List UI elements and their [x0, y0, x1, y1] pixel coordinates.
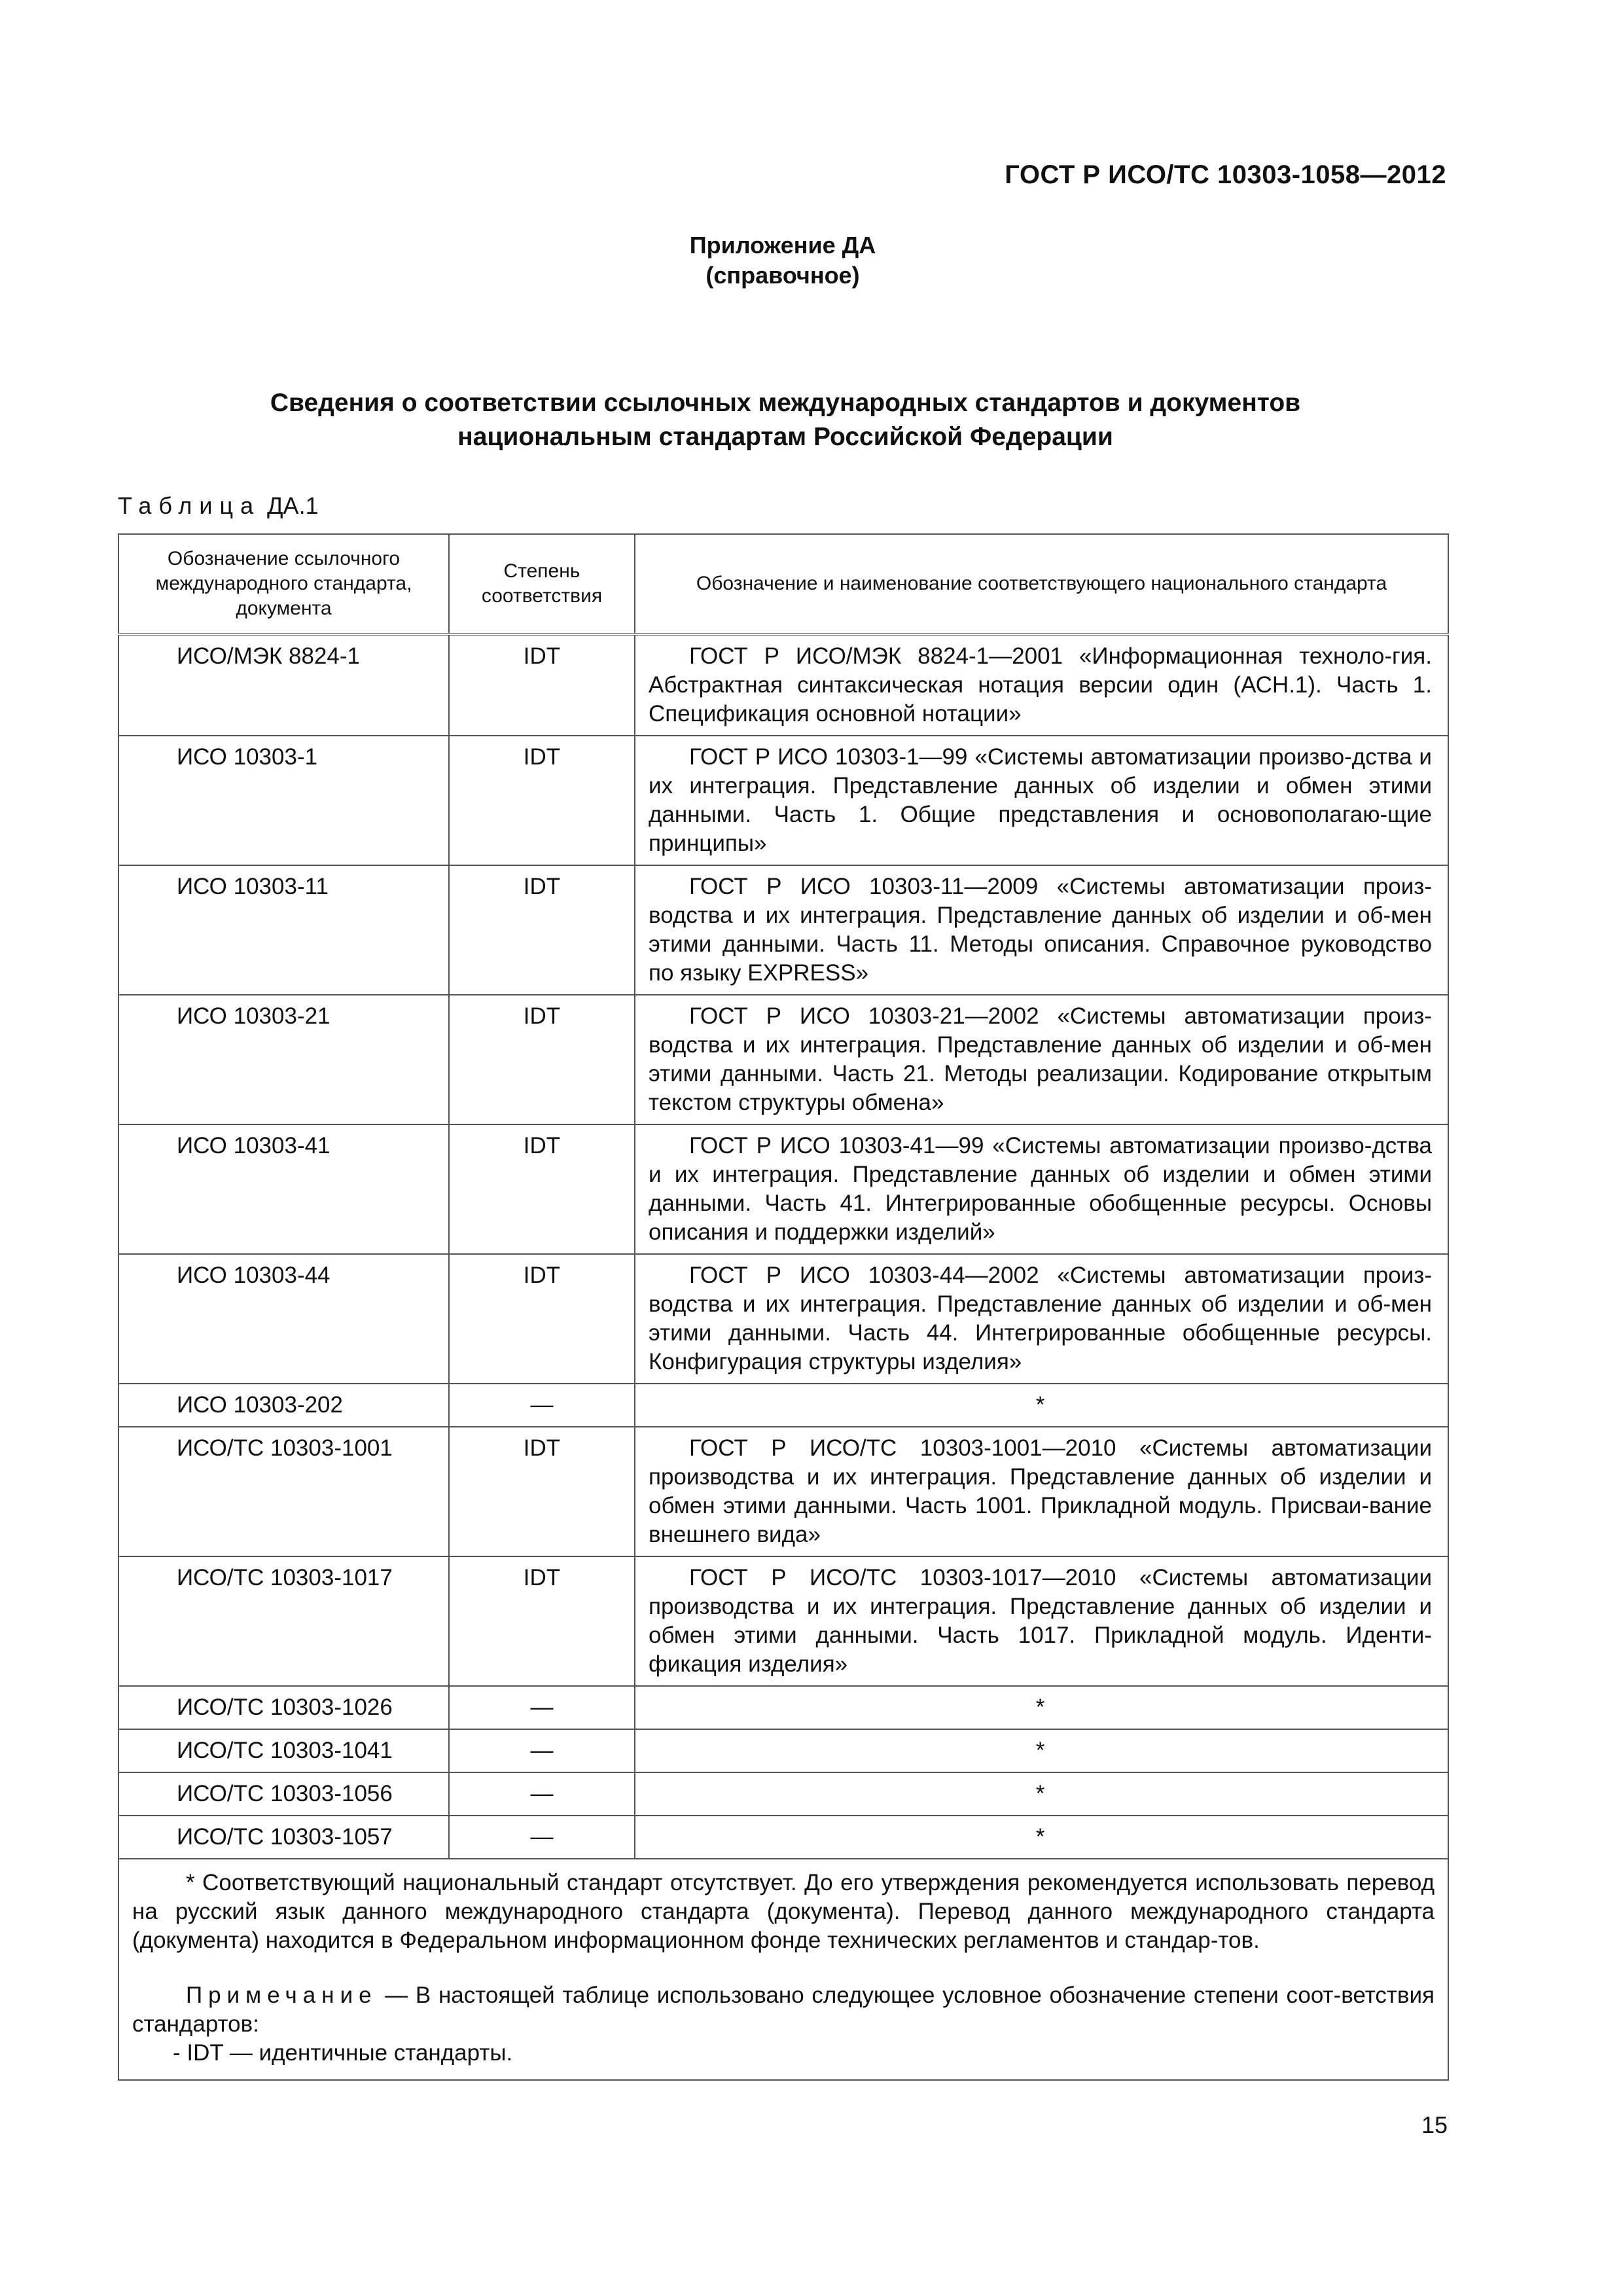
- cell-national: [635, 736, 1448, 865]
- cell-degree: IDT: [449, 736, 635, 865]
- cell-national-text: ГОСТ Р ИСО 10303-41—99 «Системы автоматизации произво-дства и их интеграция. Представление данных об изделии и обмен этими данными. Часть 41. Интегрированные обобщенные ресурсы. Основы описания и поддержки изделий»: [649, 1133, 1432, 1245]
- section-title-line-1: Сведения о соответствии ссылочных международных стандартов и документов: [270, 389, 1301, 417]
- header-degree: Степень соответствия: [449, 534, 635, 634]
- table-row: [118, 865, 1448, 995]
- cell-ref: ИСО/ТС 10303-1017: [118, 1556, 449, 1686]
- table-caption-number: ДА.1: [267, 492, 319, 519]
- cell-degree: —: [449, 1772, 635, 1816]
- table-row: [118, 1686, 1448, 1729]
- cell-national: [635, 1124, 1448, 1254]
- cell-national: *: [635, 1729, 1448, 1772]
- table-footnote: [118, 1859, 1448, 2080]
- table-footnote-row: [118, 1859, 1448, 2080]
- cell-national-text: ГОСТ Р ИСО/ТС 10303-1017—2010 «Системы автоматизации производства и их интеграция. Представление данных об изделии и обмен этими данными. Часть 1017. Прикладной модуль. Иденти-фикация изделия»: [649, 1565, 1432, 1677]
- cell-degree: IDT: [449, 865, 635, 995]
- table-row: [118, 1124, 1448, 1254]
- cell-degree: IDT: [449, 1427, 635, 1556]
- document-code: ГОСТ Р ИСО/ТС 10303-1058—2012: [1005, 160, 1446, 189]
- cell-degree: IDT: [449, 995, 635, 1124]
- table-row: [118, 634, 1448, 736]
- annex-title: Приложение ДА: [689, 232, 876, 259]
- cell-national: [635, 1427, 1448, 1556]
- table-row: [118, 736, 1448, 865]
- cell-degree: IDT: [449, 1556, 635, 1686]
- cell-national-text: ГОСТ Р ИСО/МЭК 8824-1—2001 «Информационная техноло-гия. Абстрактная синтаксическая нотация версии один (АСН.1). Часть 1. Спецификация основной нотации»: [649, 643, 1432, 726]
- table-caption: [118, 492, 319, 520]
- cell-national: [635, 995, 1448, 1124]
- cell-national: [635, 865, 1448, 995]
- table-row: [118, 1816, 1448, 1859]
- cell-national: *: [635, 1686, 1448, 1729]
- cell-ref: ИСО 10303-41: [118, 1124, 449, 1254]
- footnote-text: * Соответствующий национальный стандарт отсутствует. До его утверждения рекомендуется использовать перевод на русский язык данного международного стандарта (документа). Перевод данного международного стандарта (документа) находится в Федеральном информационном фонде технических регламентов и стандар-тов.: [132, 1870, 1435, 1953]
- page-number: 15: [1421, 2111, 1448, 2138]
- cell-ref: ИСО/ТС 10303-1057: [118, 1816, 449, 1859]
- annex-subtitle: (справочное): [705, 262, 860, 289]
- note-item: - IDT — идентичные стандарты.: [173, 2040, 513, 2066]
- cell-national: [635, 1254, 1448, 1384]
- cell-ref: ИСО 10303-21: [118, 995, 449, 1124]
- cell-degree: —: [449, 1384, 635, 1427]
- cell-national-text: ГОСТ Р ИСО/ТС 10303-1001—2010 «Системы автоматизации производства и их интеграция. Представление данных об изделии и обмен этими данными. Часть 1001. Прикладной модуль. Присваи-вание внешнего вида»: [649, 1435, 1432, 1547]
- cell-ref: ИСО 10303-44: [118, 1254, 449, 1384]
- section-title: [118, 386, 1453, 454]
- table-row: [118, 1772, 1448, 1816]
- cell-ref: ИСО/ТС 10303-1041: [118, 1729, 449, 1772]
- table-row: [118, 1427, 1448, 1556]
- section-title-line-2: национальным стандартам Российской Федерации: [457, 423, 1113, 451]
- cell-national: *: [635, 1772, 1448, 1816]
- header-ref: Обозначение ссылочного международного стандарта, документа: [118, 534, 449, 634]
- cell-ref: ИСО/ТС 10303-1026: [118, 1686, 449, 1729]
- header-national: Обозначение и наименование соответствующего национального стандарта: [635, 534, 1448, 634]
- cell-national: [635, 634, 1448, 736]
- cell-national: [635, 1556, 1448, 1686]
- cell-national: *: [635, 1816, 1448, 1859]
- cell-national-text: ГОСТ Р ИСО 10303-11—2009 «Системы автоматизации произ-водства и их интеграция. Представление данных об изделии и об-мен этими данными. Часть 11. Методы описания. Справочное руководство по языку EXPRESS»: [649, 874, 1432, 986]
- table-caption-word: Таблица: [118, 492, 261, 519]
- cell-ref: ИСО 10303-1: [118, 736, 449, 865]
- cell-ref: ИСО/МЭК 8824-1: [118, 634, 449, 736]
- cell-ref: ИСО/ТС 10303-1001: [118, 1427, 449, 1556]
- table-note: [132, 1981, 1435, 2039]
- cell-degree: IDT: [449, 1124, 635, 1254]
- cell-ref: ИСО 10303-202: [118, 1384, 449, 1427]
- annex-heading: [0, 230, 1565, 291]
- cell-ref: ИСО/ТС 10303-1056: [118, 1772, 449, 1816]
- table-row: [118, 1729, 1448, 1772]
- cell-national: *: [635, 1384, 1448, 1427]
- table-header-row: [118, 534, 1448, 634]
- cell-national-text: ГОСТ Р ИСО 10303-44—2002 «Системы автоматизации произ-водства и их интеграция. Представление данных об изделии и об-мен этими данными. Часть 44. Интегрированные обобщенные ресурсы. Конфигурация структуры изделия»: [649, 1263, 1432, 1374]
- cell-degree: IDT: [449, 1254, 635, 1384]
- correspondence-table: [118, 533, 1449, 2081]
- cell-national-text: ГОСТ Р ИСО 10303-21—2002 «Системы автоматизации произ-водства и их интеграция. Представление данных об изделии и об-мен этими данными. Часть 21. Методы реализации. Кодирование открытым текстом структуры обмена»: [649, 1003, 1432, 1115]
- cell-degree: IDT: [449, 634, 635, 736]
- cell-ref: ИСО 10303-11: [118, 865, 449, 995]
- table-row: [118, 1556, 1448, 1686]
- note-label: Примечание: [186, 1982, 378, 2008]
- table-row: [118, 1384, 1448, 1427]
- cell-national-text: ГОСТ Р ИСО 10303-1—99 «Системы автоматизации произво-дства и их интеграция. Представление данных об изделии и обмен этими данными. Часть 1. Общие представления и основополагаю-щие принципы»: [649, 744, 1432, 856]
- cell-degree: —: [449, 1816, 635, 1859]
- note-text: — В настоящей таблице использовано следующее условное обозначение степени соот-ветствия стандартов:: [132, 1982, 1435, 2037]
- cell-degree: —: [449, 1729, 635, 1772]
- cell-degree: —: [449, 1686, 635, 1729]
- table-row: [118, 995, 1448, 1124]
- table-row: [118, 1254, 1448, 1384]
